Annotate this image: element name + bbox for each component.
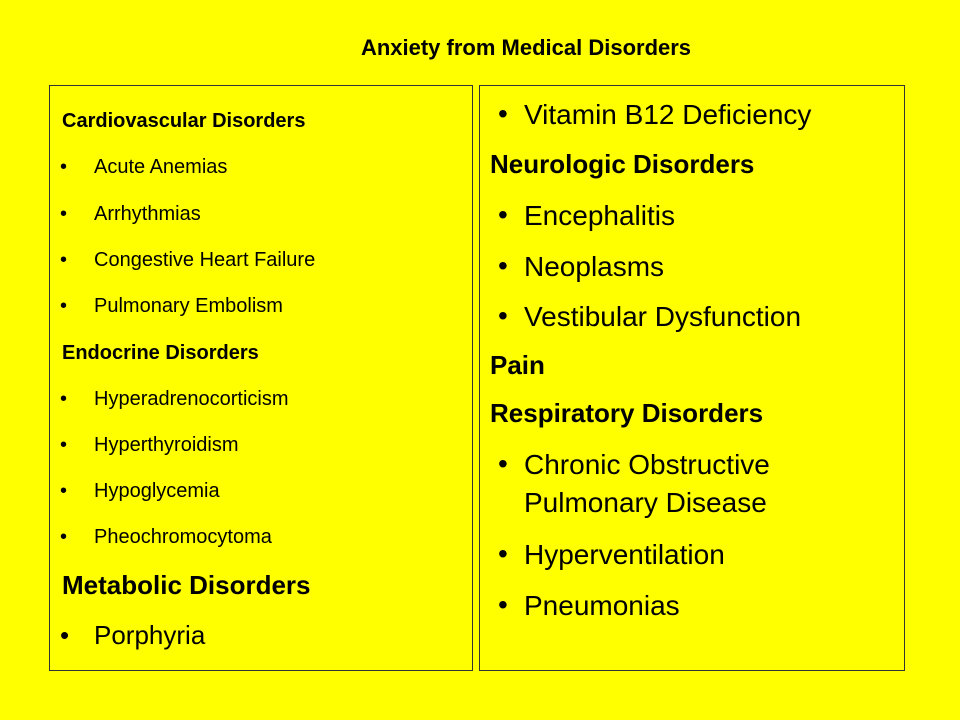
bullet-icon: • [60, 434, 68, 456]
list-item: Congestive Heart Failure [94, 249, 316, 271]
left-column-box [49, 85, 473, 671]
bullet-icon: • [498, 589, 508, 620]
bullet-icon: • [60, 388, 68, 410]
cardiovascular-heading: Cardiovascular Disorders [62, 110, 306, 132]
bullet-icon: • [498, 300, 508, 331]
metabolic-heading: Metabolic Disorders [62, 570, 311, 600]
bullet-icon: • [498, 250, 508, 281]
bullet-icon: • [60, 156, 68, 178]
endocrine-heading: Endocrine Disorders [62, 342, 259, 364]
list-item: Arrhythmias [94, 203, 201, 225]
pain-heading: Pain [490, 350, 545, 380]
list-item: Vitamin B12 Deficiency [524, 99, 812, 130]
list-item: Hypoglycemia [94, 480, 220, 502]
list-item: Hyperthyroidism [94, 434, 239, 456]
list-item: Pulmonary Embolism [94, 295, 283, 317]
list-item: Hyperadrenocorticism [94, 388, 289, 410]
bullet-icon: • [60, 620, 70, 650]
list-item: Pheochromocytoma [94, 526, 272, 548]
list-item: Porphyria [94, 620, 206, 650]
bullet-icon: • [60, 526, 68, 548]
list-item: Acute Anemias [94, 156, 228, 178]
bullet-icon: • [498, 98, 508, 129]
bullet-icon: • [498, 538, 508, 569]
bullet-icon: • [60, 480, 68, 502]
neurologic-heading: Neurologic Disorders [490, 149, 755, 179]
list-item: Encephalitis [524, 200, 675, 231]
list-item: Neoplasms [524, 251, 665, 282]
bullet-icon: • [60, 203, 68, 225]
respiratory-heading: Respiratory Disorders [490, 398, 764, 428]
list-item: Vestibular Dysfunction [524, 301, 802, 332]
bullet-icon: • [498, 199, 508, 230]
bullet-icon: • [60, 295, 68, 317]
slide-title: Anxiety from Medical Disorders [360, 35, 692, 60]
right-column-box [479, 85, 905, 671]
list-item: Chronic Obstructive Pulmonary Disease [524, 449, 770, 518]
list-item: Pneumonias [524, 590, 680, 621]
list-item: Hyperventilation [524, 539, 725, 570]
bullet-icon: • [60, 249, 68, 271]
bullet-icon: • [498, 448, 508, 479]
